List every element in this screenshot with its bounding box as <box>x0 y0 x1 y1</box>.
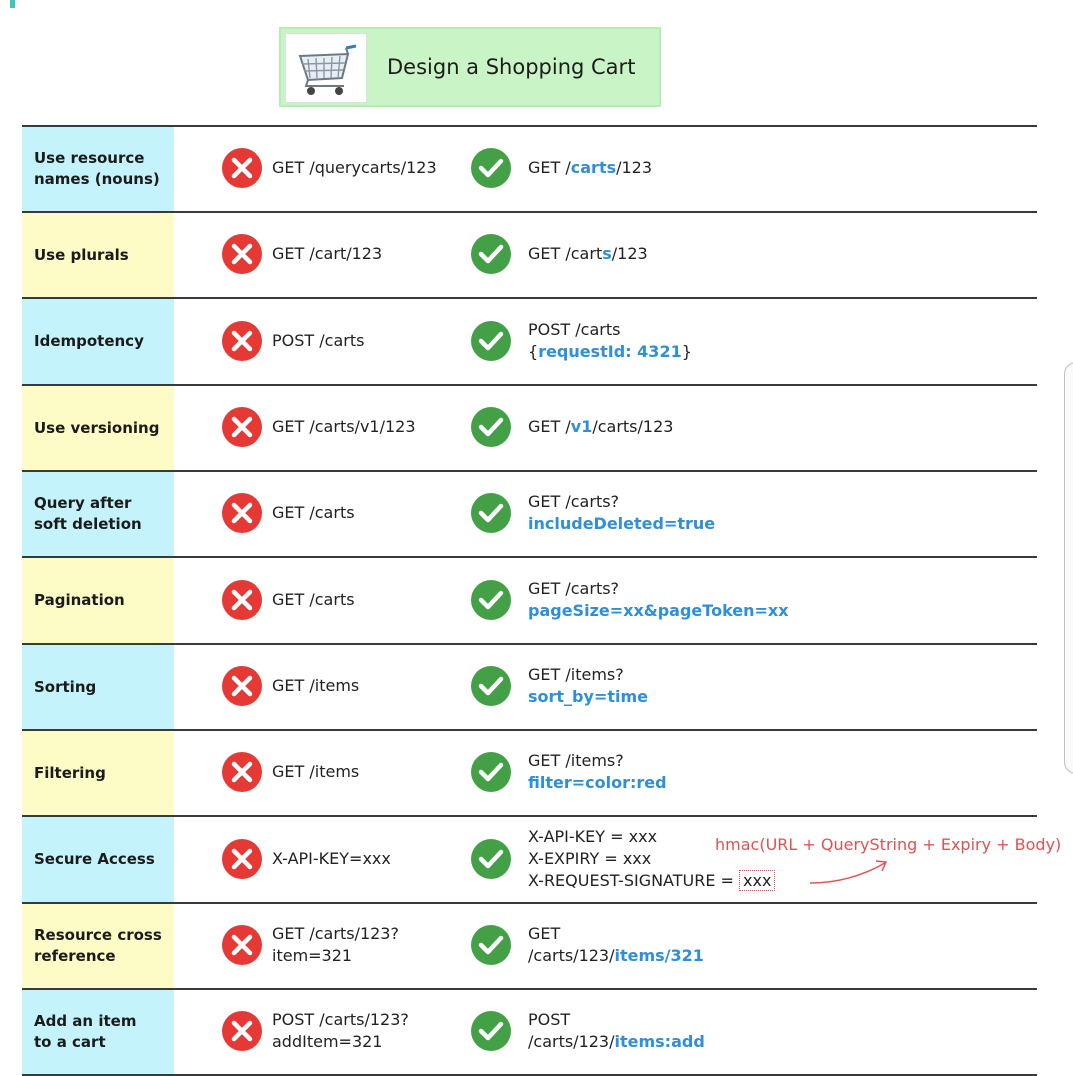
row-label: Use versioning <box>22 386 174 470</box>
table-row <box>22 645 1037 731</box>
bad-example: GET /items <box>272 762 360 781</box>
check-icon <box>470 924 512 966</box>
cross-icon <box>221 492 263 534</box>
good-example: GET /v1/carts/123 <box>528 417 674 436</box>
good-example: GET /carts/123 <box>528 244 648 263</box>
row-label: Add an item to a cart <box>22 990 174 1074</box>
check-icon <box>470 320 512 362</box>
good-example: GET /carts? includeDeleted=true <box>528 492 716 533</box>
check-icon <box>470 579 512 621</box>
bad-example: GET /querycarts/123 <box>272 158 437 177</box>
row-label: Sorting <box>22 645 174 729</box>
good-example: GET /carts? pageSize=xx&pageToken=xx <box>528 578 789 620</box>
good-example: GET /carts/123 <box>528 158 653 177</box>
cross-icon <box>221 579 263 621</box>
bad-example: GET /carts/123? item=321 <box>272 924 399 965</box>
check-icon <box>470 838 512 880</box>
good-example: X-API-KEY = xxx X-EXPIRY = xxx X-REQUEST-SIGNATURE = xxx <box>528 826 775 892</box>
cross-icon <box>221 665 263 707</box>
cross-icon <box>221 147 263 189</box>
cross-icon <box>221 751 263 793</box>
check-icon <box>470 1010 512 1052</box>
top-accent-bar <box>10 0 15 8</box>
check-icon <box>470 233 512 275</box>
arrow-icon <box>800 855 900 895</box>
cross-icon <box>221 924 263 966</box>
bad-example: GET /items <box>272 676 360 695</box>
cross-icon <box>221 233 263 275</box>
good-example: POST /carts/123/items:add <box>528 1010 705 1051</box>
bad-example: GET /cart/123 <box>272 244 383 263</box>
table-row <box>22 299 1037 386</box>
table-row <box>22 904 1037 990</box>
table-row <box>22 731 1037 817</box>
table-row <box>22 990 1037 1076</box>
cross-icon <box>221 320 263 362</box>
bad-example: GET /carts <box>272 503 355 522</box>
good-example: GET /items? filter=color:red <box>528 751 667 792</box>
bad-example: POST /carts/123? addItem=321 <box>272 1010 409 1051</box>
table-row <box>22 472 1037 558</box>
row-label: Use resource names (nouns) <box>22 127 174 211</box>
check-icon <box>470 492 512 534</box>
page-title: Design a Shopping Cart <box>387 55 636 79</box>
row-label: Resource cross reference <box>22 904 174 988</box>
bad-example: GET /carts/v1/123 <box>272 417 416 436</box>
row-label: Query after soft deletion <box>22 472 174 556</box>
check-icon <box>470 406 512 448</box>
hmac-note: hmac(URL + QueryString + Expiry + Body) <box>715 835 1062 854</box>
good-example: GET /items? sort_by=time <box>528 665 648 706</box>
cross-icon <box>221 1010 263 1052</box>
row-label: Pagination <box>22 558 174 643</box>
cross-icon <box>221 406 263 448</box>
side-panel-tab[interactable] <box>1064 362 1073 774</box>
row-label: Idempotency <box>22 299 174 384</box>
table-row <box>22 386 1037 472</box>
row-label: Use plurals <box>22 213 174 297</box>
table-row <box>22 558 1037 645</box>
good-example: GET /carts/123/items/321 <box>528 924 704 965</box>
row-label: Filtering <box>22 731 174 815</box>
cross-icon <box>221 838 263 880</box>
table-row <box>22 213 1037 299</box>
bad-example: X-API-KEY=xxx <box>272 848 391 868</box>
bad-example: GET /carts <box>272 589 355 609</box>
table-row <box>22 127 1037 213</box>
shopping-cart-icon <box>285 33 367 103</box>
check-icon <box>470 751 512 793</box>
check-icon <box>470 147 512 189</box>
check-icon <box>470 665 512 707</box>
title-banner <box>279 27 661 107</box>
row-label: Secure Access <box>22 817 174 902</box>
good-example: POST /carts {requestId: 4321} <box>528 319 692 361</box>
bad-example: POST /carts <box>272 330 365 350</box>
